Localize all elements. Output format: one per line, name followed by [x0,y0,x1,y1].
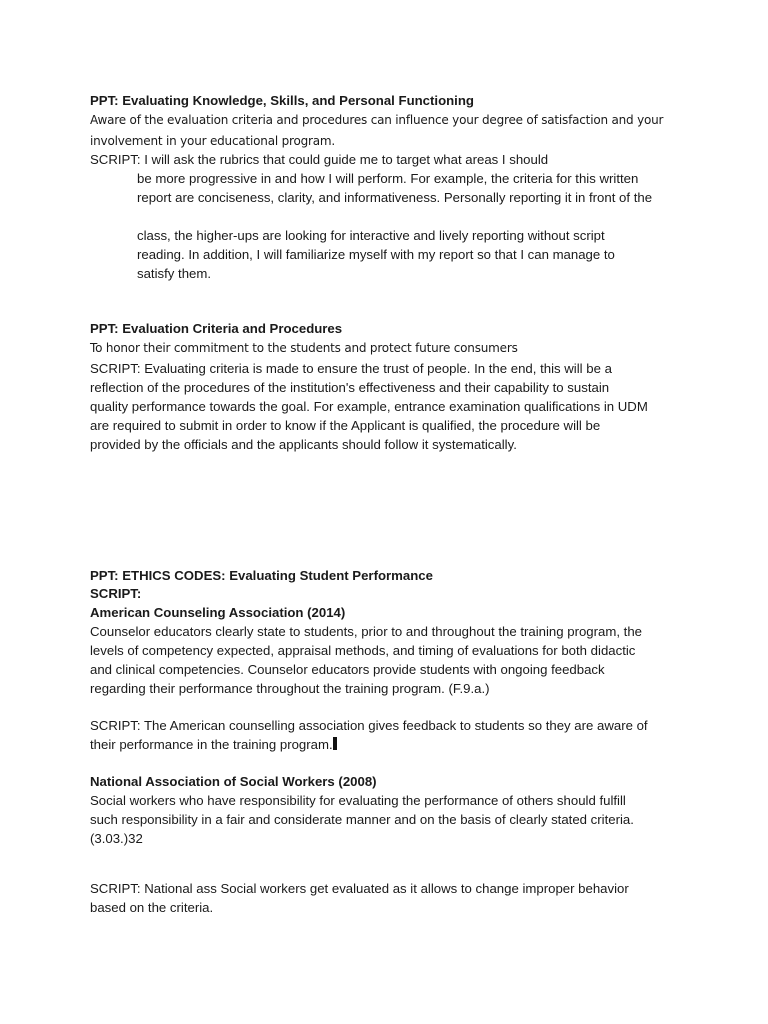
nasw-script-line-1: SCRIPT: National ass Social workers get evaluated as it allows to change improper behavior [90,881,629,896]
section2-intro: To honor their commitment to the students and protect future consumers [90,341,518,355]
section1-heading: PPT: Evaluating Knowledge, Skills, and Personal Functioning [90,93,474,108]
aca-heading: American Counseling Association (2014) [90,605,346,620]
section1-script-line-3: report are conciseness, clarity, and informativeness. Personally reporting it in front of the [137,190,653,205]
section2-script-line-1: SCRIPT: Evaluating criteria is made to ensure the trust of people. In the end, this will be a [90,361,612,376]
aca-script-line-2-wrap [90,735,337,754]
aca-text-line-2: levels of competency expected, appraisal methods, and timing of evaluations for both didactic [90,643,636,658]
nasw-text-line-2: such responsibility in a fair and considerate manner and on the basis of clearly stated criteria. [90,812,634,827]
aca-text-line-4: regarding their performance throughout the training program. (F.9.a.) [90,681,490,696]
section1-intro-line-2: involvement in your educational program. [90,134,336,148]
section1-script-line-5: reading. In addition, I will familiarize myself with my report so that I can manage to [137,247,615,262]
section3-heading: PPT: ETHICS CODES: Evaluating Student Performance [90,568,433,583]
aca-text-line-1: Counselor educators clearly state to students, prior to and throughout the training program, the [90,624,642,639]
section1-script-line-2: be more progressive in and how I will perform. For example, the criteria for this written [137,171,639,186]
nasw-text-line-3: (3.03.)32 [90,831,143,846]
section1-intro-line-1: Aware of the evaluation criteria and procedures can influence your degree of satisfaction and your [90,113,664,127]
text-cursor-icon [333,737,337,750]
section2-script-line-5: provided by the officials and the applicants should follow it systematically. [90,437,517,452]
aca-script-line-2: their performance in the training program. [90,737,333,752]
section2-script-line-3: quality performance towards the goal. For example, entrance examination qualifications in UDM [90,399,648,414]
aca-text-line-3: and clinical competencies. Counselor educators provide students with ongoing feedback [90,662,605,677]
nasw-script-line-2: based on the criteria. [90,900,214,915]
nasw-text-line-1: Social workers who have responsibility for evaluating the performance of others should fulfill [90,793,626,808]
section1-script-line-4: class, the higher-ups are looking for interactive and lively reporting without script [137,228,605,243]
section1-script-line-6: satisfy them. [137,266,212,281]
section2-script-line-2: reflection of the procedures of the institution's effectiveness and their capability to sustain [90,380,610,395]
section2-heading: PPT: Evaluation Criteria and Procedures [90,321,343,336]
section3-script-label: SCRIPT: [90,586,142,601]
aca-script-line-1: SCRIPT: The American counselling association gives feedback to students so they are aware of [90,718,648,733]
section2-script-line-4: are required to submit in order to know if the Applicant is qualified, the procedure will be [90,418,601,433]
nasw-heading: National Association of Social Workers (2008) [90,774,377,789]
section1-script-line-1: SCRIPT: I will ask the rubrics that could guide me to target what areas I should [90,152,549,167]
